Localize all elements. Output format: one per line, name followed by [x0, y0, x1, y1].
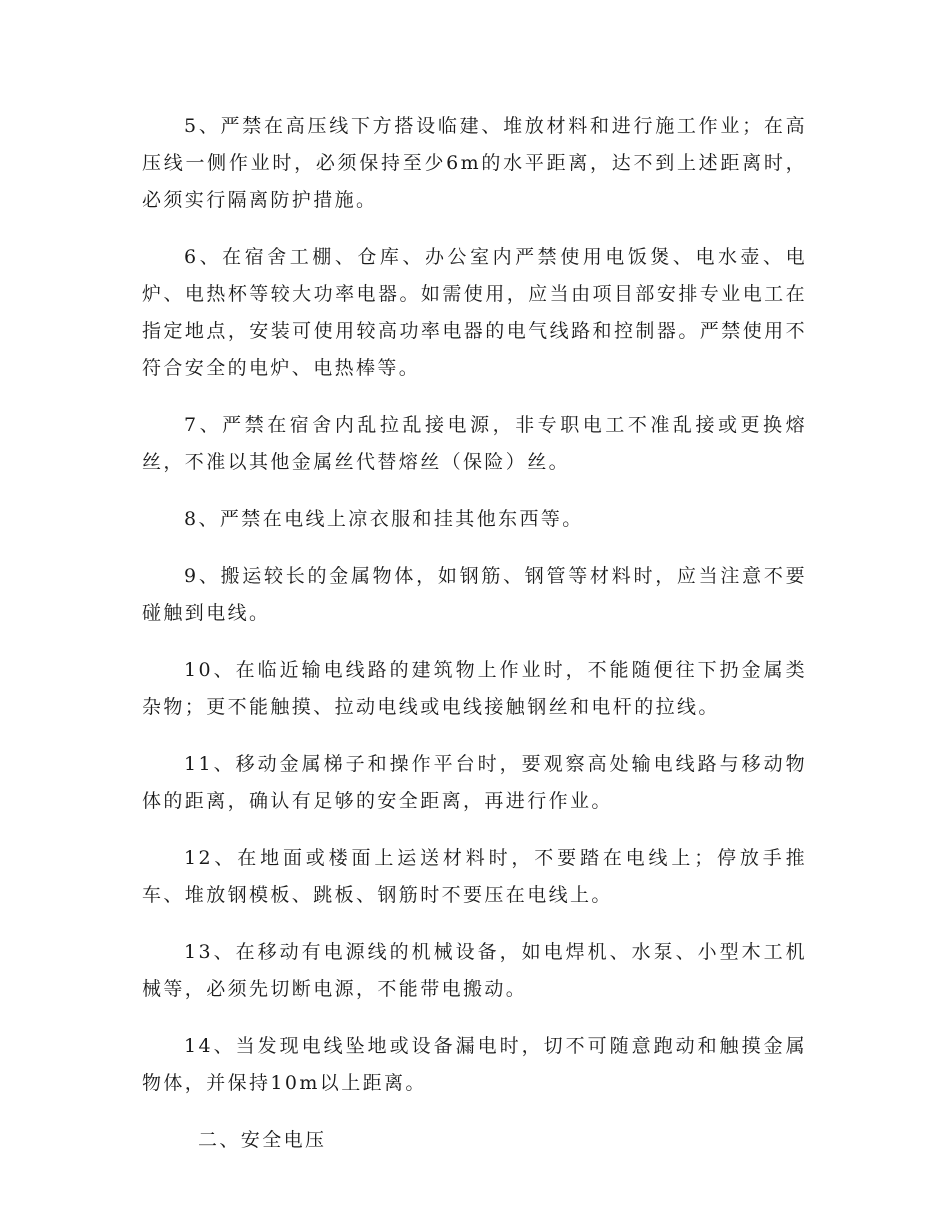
paragraph-item-14: 14、当发现电线坠地或设备漏电时，切不可随意跑动和触摸金属物体，并保持10m以上距离。 — [142, 1035, 807, 1094]
section-heading: 二、安全电压 — [198, 1129, 327, 1151]
paragraph-item-8: 8、严禁在电线上凉衣服和挂其他东西等。 — [184, 508, 584, 530]
paragraph-item-11: 11、移动金属梯子和操作平台时，要观察高处输电线路与移动物体的距离，确认有足够的安全距离，再进行作业。 — [142, 753, 807, 812]
paragraph-item-9: 9、搬运较长的金属物体，如钢筋、钢管等材料时，应当注意不要碰触到电线。 — [142, 565, 807, 624]
paragraph-item-10: 10、在临近输电线路的建筑物上作业时，不能随便往下扔金属类杂物；更不能触摸、拉动电线或电线接触钢丝和电杆的拉线。 — [142, 659, 807, 718]
paragraph-item-7: 7、严禁在宿舍内乱拉乱接电源，非专职电工不准乱接或更换熔丝，不准以其他金属丝代替熔丝（保险）丝。 — [142, 414, 807, 473]
document-body — [142, 108, 807, 1159]
paragraph-item-12: 12、在地面或楼面上运送材料时，不要踏在电线上；停放手推车、堆放钢模板、跳板、钢筋时不要压在电线上。 — [142, 847, 807, 906]
paragraph-item-13: 13、在移动有电源线的机械设备，如电焊机、水泵、小型木工机械等，必须先切断电源，不能带电搬动。 — [142, 941, 807, 1000]
paragraph-item-5: 5、严禁在高压线下方搭设临建、堆放材料和进行施工作业；在高压线一侧作业时，必须保持至少6m的水平距离，达不到上述距离时，必须实行隔离防护措施。 — [142, 115, 807, 211]
paragraph-item-6: 6、在宿舍工棚、仓库、办公室内严禁使用电饭煲、电水壶、电炉、电热杯等较大功率电器。如需使用，应当由项目部安排专业电工在指定地点，安装可使用较高功率电器的电气线路和控制器。严禁使用不符合安全的电炉、电热棒等。 — [142, 246, 807, 379]
